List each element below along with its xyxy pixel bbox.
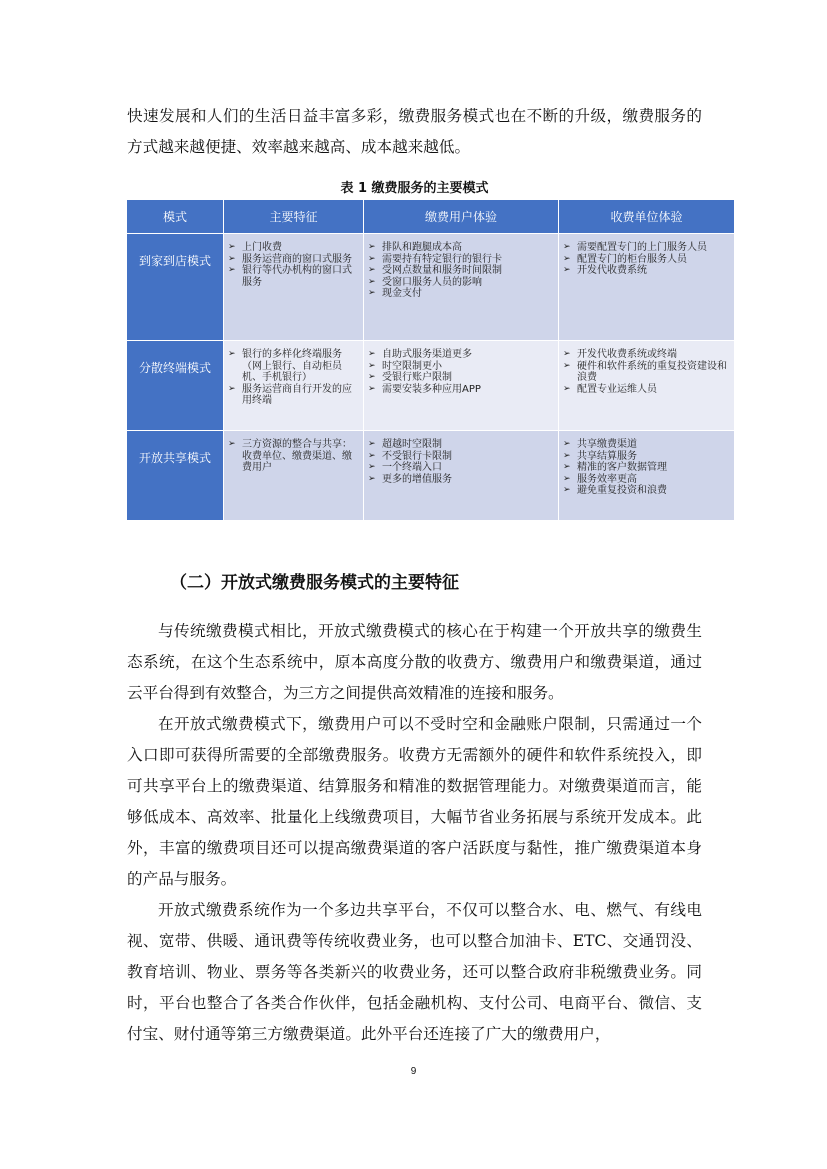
list-item: ➢ 一个终端入口: [368, 462, 554, 474]
mode-name: 到家到店模式: [127, 233, 224, 340]
header-user-experience: 缴费用户体验: [364, 200, 559, 233]
list-item: ➢ 需要安装多种应用APP: [368, 384, 554, 396]
list-item: ➢ 配置专业运维人员: [563, 384, 730, 396]
list-item: ➢ 排队和跑腿成本高: [368, 242, 554, 254]
list-item: ➢ 服务运营商自行开发的应用终端: [228, 384, 359, 407]
list-item: ➢ 服务运营商的窗口式服务: [228, 254, 359, 266]
list-item: ➢ 开发代收费系统: [563, 265, 730, 277]
section-heading: （二）开放式缴费服务模式的主要特征: [170, 573, 459, 593]
list-item: ➢ 受网点数量和服务时间限制: [368, 265, 554, 277]
list-item: ➢ 银行的多样化终端服务（网上银行、自动柜员机、手机银行）: [228, 349, 359, 384]
header-mode: 模式: [127, 200, 224, 233]
payee-experience-cell: [559, 430, 735, 520]
page-number: 9: [410, 1066, 417, 1077]
mode-name: 分散终端模式: [127, 340, 224, 430]
features-cell: [224, 430, 364, 520]
user-experience-cell: [364, 233, 559, 340]
body-paragraph: 与传统缴费模式相比，开放式缴费模式的核心在于构建一个开放共享的缴费生态系统，在这个生态系统中，原本高度分散的收费方、缴费用户和缴费渠道，通过云平台得到有效整合，为三方之间提供高效精准的连接和服务。: [127, 622, 702, 702]
payee-experience-cell: [559, 340, 735, 430]
table-header-row: [127, 200, 735, 233]
list-item: ➢ 受窗口服务人员的影响: [368, 277, 554, 289]
intro-paragraph: 快速发展和人们的生活日益丰富多彩，缴费服务模式也在不断的升级，缴费服务的方式越来越便捷、效率越来越高、成本越来越低。: [127, 107, 702, 156]
header-payee-experience: 收费单位体验: [559, 200, 735, 233]
body-paragraph: 在开放式缴费模式下，缴费用户可以不受时空和金融账户限制，只需通过一个入口即可获得所需要的全部缴费服务。收费方无需额外的硬件和软件系统投入，即可共享平台上的缴费渠道、结算服务和精准的数据管理能力。对缴费渠道而言，能够低成本、高效率、批量化上线缴费项目，大幅节省业务拓展与系统开发成本。此外，丰富的缴费项目还可以提高缴费渠道的客户活跃度与黏性，推广缴费渠道本身的产品与服务。: [127, 715, 702, 888]
table-caption: 表 1 缴费服务的主要模式: [340, 181, 489, 196]
payee-experience-cell: [559, 233, 735, 340]
user-experience-cell: [364, 340, 559, 430]
mode-name: 开放共享模式: [127, 430, 224, 520]
list-item: ➢ 更多的增值服务: [368, 474, 554, 486]
list-item: ➢ 超越时空限制: [368, 439, 554, 451]
list-item: ➢ 服务效率更高: [563, 474, 730, 486]
table-row: [127, 233, 735, 340]
list-item: ➢ 需要配置专门的上门服务人员: [563, 242, 730, 254]
features-cell: [224, 233, 364, 340]
list-item: ➢ 精准的客户数据管理: [563, 462, 730, 474]
list-item: ➢ 时空限制更小: [368, 361, 554, 373]
features-cell: [224, 340, 364, 430]
user-experience-cell: [364, 430, 559, 520]
list-item: ➢ 三方资源的整合与共享：收费单位、缴费渠道、缴费用户: [228, 439, 359, 474]
list-item: ➢ 上门收费: [228, 242, 359, 254]
body-paragraph: 开放式缴费系统作为一个多边共享平台，不仅可以整合水、电、燃气、有线电视、宽带、供暖、通讯费等传统收费业务，也可以整合加油卡、ETC、交通罚没、教育培训、物业、票务等各类新兴的收费业务，还可以整合政府非税缴费业务。同时，平台也整合了各类合作伙伴，包括金融机构、支付公司、电商平台、微信、支付宝、财付通等第三方缴费渠道。此外平台还连接了广大的缴费用户，: [127, 901, 702, 1043]
list-item: ➢ 受银行账户限制: [368, 372, 554, 384]
list-item: ➢ 开发代收费系统或终端: [563, 349, 730, 361]
list-item: ➢ 配置专门的柜台服务人员: [563, 254, 730, 266]
list-item: ➢ 不受银行卡限制: [368, 451, 554, 463]
list-item: ➢ 共享缴费渠道: [563, 439, 730, 451]
list-item: ➢ 现金支付: [368, 288, 554, 300]
table-row: [127, 340, 735, 430]
payment-modes-table: [127, 200, 735, 520]
header-features: 主要特征: [224, 200, 364, 233]
list-item: ➢ 需要持有特定银行的银行卡: [368, 254, 554, 266]
list-item: ➢ 共享结算服务: [563, 451, 730, 463]
list-item: ➢ 银行等代办机构的窗口式服务: [228, 265, 359, 288]
list-item: ➢ 避免重复投资和浪费: [563, 485, 730, 497]
list-item: ➢ 硬件和软件系统的重复投资建设和浪费: [563, 361, 730, 384]
list-item: ➢ 自助式服务渠道更多: [368, 349, 554, 361]
table-row: [127, 430, 735, 520]
